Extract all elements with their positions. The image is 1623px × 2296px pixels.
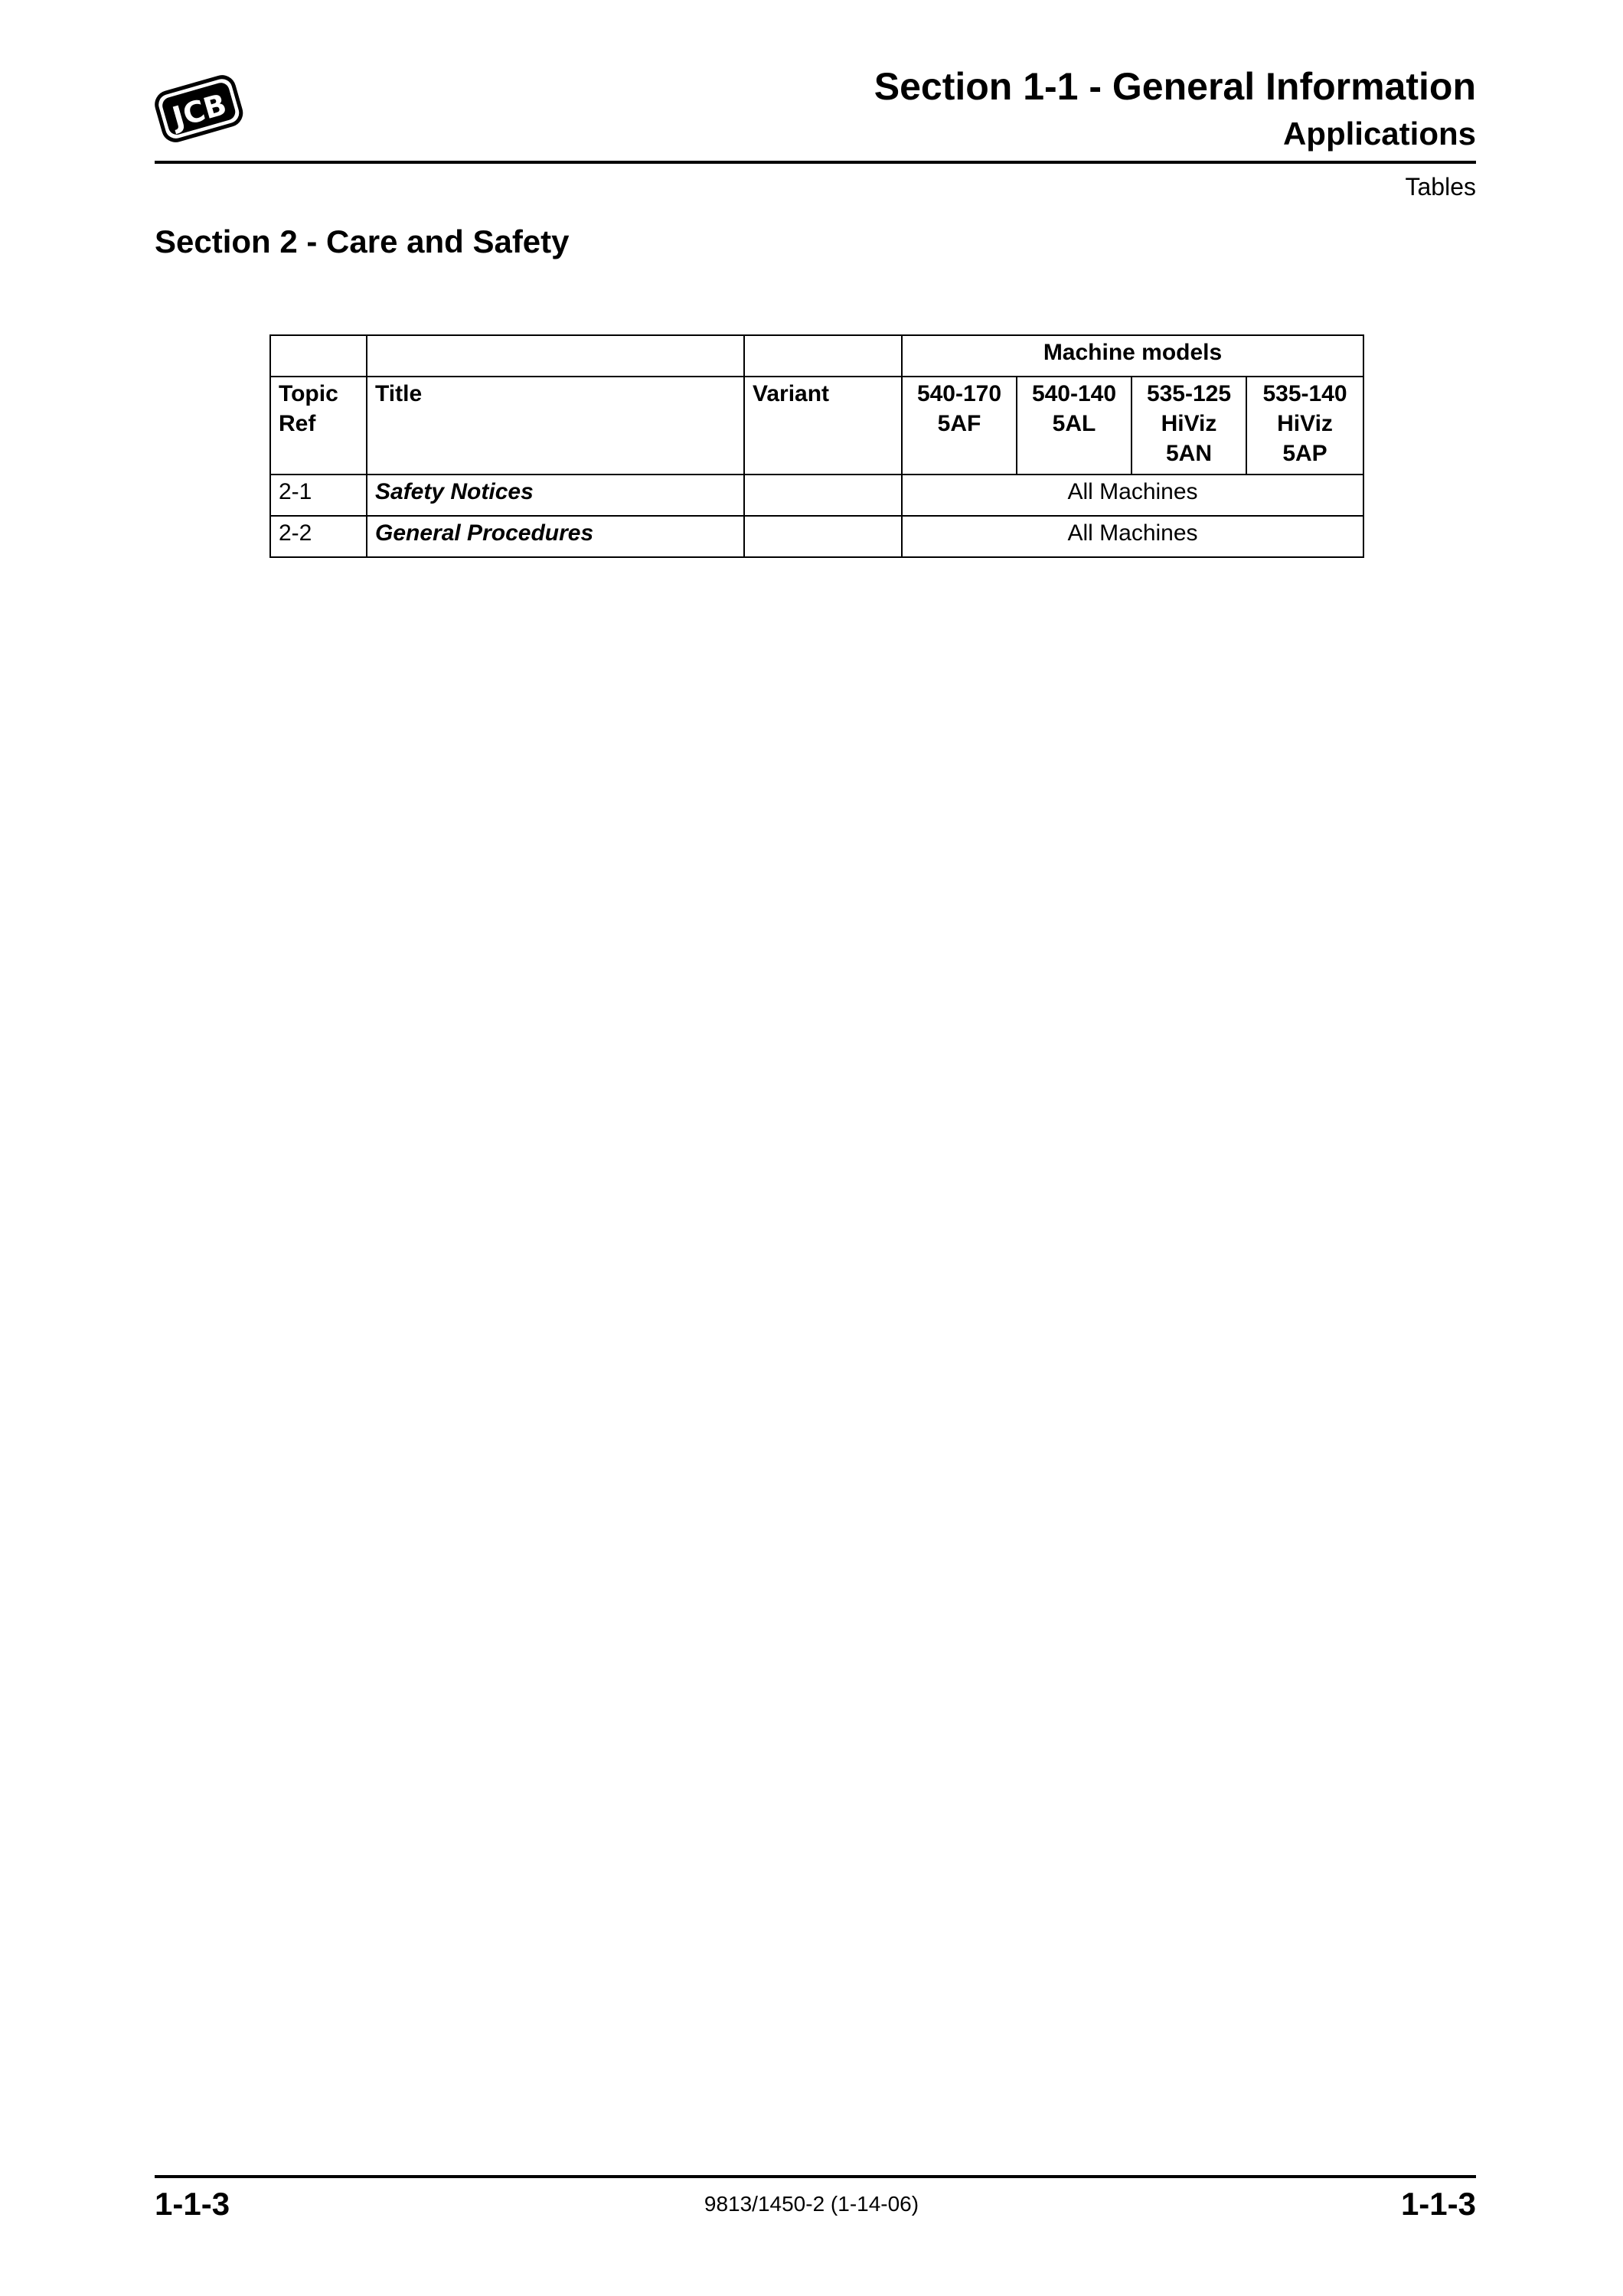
title-header: Title: [367, 377, 744, 475]
topic-ref-header: Topic Ref: [270, 377, 367, 475]
header-divider: [155, 161, 1476, 164]
models-cell: All Machines: [902, 475, 1363, 516]
svg-text:JCB: JCB: [168, 86, 230, 135]
table-group-header-row: [270, 335, 1363, 377]
variant-cell: [744, 516, 902, 557]
document-reference: 9813/1450-2 (1-14-06): [704, 2192, 919, 2216]
page-subtitle: Applications: [1282, 116, 1476, 152]
model-header-535-125: 535-125 HiViz 5AN: [1132, 377, 1246, 475]
model-header-540-140: 540-140 5AL: [1017, 377, 1132, 475]
empty-header-cell: [744, 335, 902, 377]
jcb-logo-icon: [153, 67, 245, 152]
page-number-right: 1-1-3: [1400, 2186, 1476, 2222]
variant-cell: [744, 475, 902, 516]
page-title: Section 1-1 - General Information: [874, 65, 1476, 108]
model-header-540-170: 540-170 5AF: [902, 377, 1017, 475]
empty-header-cell: [270, 335, 367, 377]
table-row: [270, 516, 1363, 557]
machine-models-header: Machine models: [902, 335, 1363, 377]
models-cell: All Machines: [902, 516, 1363, 557]
footer-divider: [155, 2175, 1476, 2178]
table-row: [270, 475, 1363, 516]
model-header-535-140: 535-140 HiViz 5AP: [1246, 377, 1363, 475]
topic-ref-cell: 2-1: [270, 475, 367, 516]
title-cell: General Procedures: [367, 516, 744, 557]
title-cell: Safety Notices: [367, 475, 744, 516]
applications-table: [269, 334, 1364, 558]
header-label: Tables: [1405, 173, 1476, 201]
table-header-row: [270, 377, 1363, 475]
section-heading: Section 2 - Care and Safety: [155, 223, 570, 259]
empty-header-cell: [367, 335, 744, 377]
topic-ref-cell: 2-2: [270, 516, 367, 557]
variant-header: Variant: [744, 377, 902, 475]
page-number-left: 1-1-3: [155, 2186, 230, 2222]
